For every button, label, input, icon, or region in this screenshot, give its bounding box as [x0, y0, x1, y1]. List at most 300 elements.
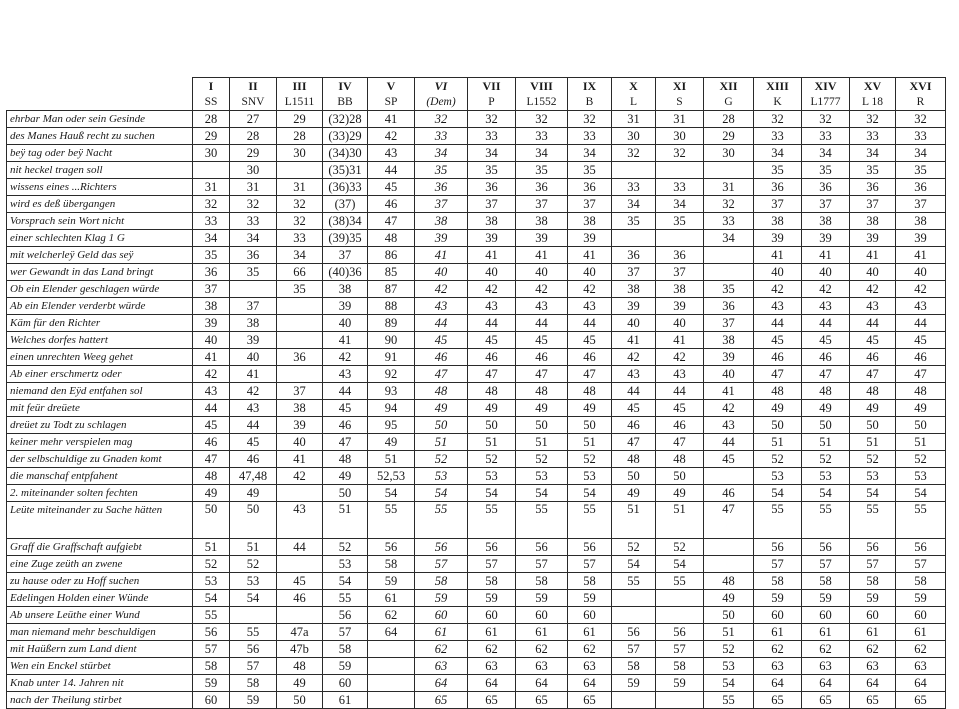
- table-cell: 50: [896, 417, 946, 434]
- table-cell: 35: [277, 281, 323, 298]
- row-label: Knab unter 14. Jahren nit: [7, 675, 193, 692]
- table-cell: 56: [193, 624, 230, 641]
- header-row-numerals: [7, 78, 946, 95]
- row-label: Wen ein Enckel stürbet: [7, 658, 193, 675]
- table-cell: 40: [850, 264, 896, 281]
- concordance-sheet: [6, 77, 946, 709]
- table-cell: 39: [516, 230, 568, 247]
- table-row: [7, 128, 946, 145]
- column-numeral: XIV: [802, 78, 850, 95]
- table-cell: 58: [802, 573, 850, 590]
- table-cell: 32: [568, 111, 612, 128]
- table-cell: 38: [656, 281, 704, 298]
- table-cell: 56: [415, 539, 468, 556]
- table-cell: [277, 366, 323, 383]
- table-row: [7, 400, 946, 417]
- table-cell: 37: [850, 196, 896, 213]
- column-numeral: V: [368, 78, 415, 95]
- table-cell: 55: [704, 692, 754, 709]
- table-cell: 53: [802, 468, 850, 485]
- table-cell: [656, 162, 704, 179]
- table-cell: 45: [323, 400, 368, 417]
- table-cell: 65: [568, 692, 612, 709]
- table-cell: 50: [704, 607, 754, 624]
- table-cell: [277, 162, 323, 179]
- table-cell: 88: [368, 298, 415, 315]
- table-cell: 32: [516, 111, 568, 128]
- table-cell: 53: [468, 468, 516, 485]
- table-cell: 52: [612, 539, 656, 556]
- table-cell: 43: [802, 298, 850, 315]
- table-cell: 33: [277, 230, 323, 247]
- table-cell: 43: [516, 298, 568, 315]
- table-cell: 45: [802, 332, 850, 349]
- table-cell: 59: [516, 590, 568, 607]
- table-cell: 65: [802, 692, 850, 709]
- table-cell: 41: [516, 247, 568, 264]
- table-cell: 46: [896, 349, 946, 366]
- table-row: [7, 179, 946, 196]
- table-row: [7, 366, 946, 383]
- row-label: man niemand mehr beschuldigen: [7, 624, 193, 641]
- table-cell: 47,48: [230, 468, 277, 485]
- table-cell: 58: [230, 675, 277, 692]
- table-cell: 32: [656, 145, 704, 162]
- table-cell: 34: [277, 247, 323, 264]
- row-label: 2. miteinander solten fechten: [7, 485, 193, 502]
- table-cell: 51: [896, 434, 946, 451]
- table-cell: 36: [516, 179, 568, 196]
- table-cell: 51: [468, 434, 516, 451]
- table-cell: 46: [850, 349, 896, 366]
- table-cell: 51: [612, 502, 656, 539]
- table-cell: 34: [704, 230, 754, 247]
- table-cell: 38: [516, 213, 568, 230]
- table-cell: 36: [754, 179, 802, 196]
- table-cell: 44: [656, 383, 704, 400]
- table-cell: [704, 247, 754, 264]
- column-siglum: P: [468, 94, 516, 111]
- table-cell: 52: [230, 556, 277, 573]
- table-cell: [612, 590, 656, 607]
- table-cell: 47: [568, 366, 612, 383]
- table-cell: (33)29: [323, 128, 368, 145]
- table-cell: 41: [368, 111, 415, 128]
- table-cell: 39: [193, 315, 230, 332]
- table-cell: 56: [850, 539, 896, 556]
- column-numeral: III: [277, 78, 323, 95]
- row-label: mit feür dreüete: [7, 400, 193, 417]
- table-cell: 29: [193, 128, 230, 145]
- row-label: Ab einer erschmertz oder: [7, 366, 193, 383]
- table-cell: [368, 692, 415, 709]
- table-cell: 53: [754, 468, 802, 485]
- table-cell: 54: [612, 556, 656, 573]
- table-row: [7, 264, 946, 281]
- table-cell: 50: [850, 417, 896, 434]
- table-cell: 38: [896, 213, 946, 230]
- table-cell: 50: [516, 417, 568, 434]
- table-cell: 58: [612, 658, 656, 675]
- table-cell: 55: [802, 502, 850, 539]
- table-cell: 45: [612, 400, 656, 417]
- table-cell: 44: [896, 315, 946, 332]
- table-cell: (34)30: [323, 145, 368, 162]
- table-cell: 36: [656, 247, 704, 264]
- table-cell: 32: [850, 111, 896, 128]
- column-siglum: S: [656, 94, 704, 111]
- table-cell: (36)33: [323, 179, 368, 196]
- table-cell: 39: [754, 230, 802, 247]
- table-cell: 63: [568, 658, 612, 675]
- table-cell: 37: [704, 315, 754, 332]
- table-cell: [704, 539, 754, 556]
- column-siglum: (Dem): [415, 94, 468, 111]
- table-cell: 40: [323, 315, 368, 332]
- table-cell: 34: [415, 145, 468, 162]
- table-cell: 45: [468, 332, 516, 349]
- table-cell: 39: [704, 349, 754, 366]
- table-cell: 38: [277, 400, 323, 417]
- table-cell: 56: [568, 539, 612, 556]
- table-cell: 48: [802, 383, 850, 400]
- table-cell: 36: [568, 179, 612, 196]
- table-cell: 56: [516, 539, 568, 556]
- table-cell: 54: [323, 573, 368, 590]
- table-cell: 50: [415, 417, 468, 434]
- table-body: [7, 111, 946, 709]
- table-header: [7, 78, 946, 111]
- table-cell: 64: [415, 675, 468, 692]
- table-cell: 54: [368, 485, 415, 502]
- table-cell: 37: [415, 196, 468, 213]
- table-cell: 29: [277, 111, 323, 128]
- table-cell: 64: [802, 675, 850, 692]
- table-cell: 51: [754, 434, 802, 451]
- table-cell: 45: [754, 332, 802, 349]
- table-cell: 93: [368, 383, 415, 400]
- table-cell: 50: [230, 502, 277, 539]
- table-cell: 35: [468, 162, 516, 179]
- table-cell: 55: [656, 573, 704, 590]
- table-cell: 48: [415, 383, 468, 400]
- table-cell: 35: [850, 162, 896, 179]
- table-cell: 42: [656, 349, 704, 366]
- table-cell: (35)31: [323, 162, 368, 179]
- table-cell: 57: [850, 556, 896, 573]
- table-cell: 55: [468, 502, 516, 539]
- column-siglum: SP: [368, 94, 415, 111]
- table-cell: 95: [368, 417, 415, 434]
- table-cell: 64: [754, 675, 802, 692]
- table-cell: 53: [704, 658, 754, 675]
- table-cell: 51: [656, 502, 704, 539]
- table-cell: 45: [656, 400, 704, 417]
- table-cell: (37): [323, 196, 368, 213]
- table-cell: 42: [754, 281, 802, 298]
- table-cell: 57: [415, 556, 468, 573]
- table-cell: 49: [850, 400, 896, 417]
- table-row: [7, 196, 946, 213]
- table-cell: 52: [415, 451, 468, 468]
- table-cell: 50: [568, 417, 612, 434]
- table-cell: 47: [896, 366, 946, 383]
- table-cell: 47: [612, 434, 656, 451]
- header-corner: [7, 78, 193, 95]
- table-cell: 47: [802, 366, 850, 383]
- table-cell: 40: [468, 264, 516, 281]
- table-cell: 50: [277, 692, 323, 709]
- table-cell: 61: [802, 624, 850, 641]
- table-cell: 57: [193, 641, 230, 658]
- table-cell: 35: [704, 281, 754, 298]
- table-cell: 48: [368, 230, 415, 247]
- table-cell: [656, 607, 704, 624]
- table-cell: 34: [568, 145, 612, 162]
- table-cell: [277, 332, 323, 349]
- table-cell: 46: [323, 417, 368, 434]
- table-cell: 59: [896, 590, 946, 607]
- table-row: [7, 451, 946, 468]
- table-cell: 37: [468, 196, 516, 213]
- table-cell: 56: [230, 641, 277, 658]
- table-cell: 40: [656, 315, 704, 332]
- table-cell: 62: [368, 607, 415, 624]
- table-cell: 62: [896, 641, 946, 658]
- table-cell: 59: [568, 590, 612, 607]
- table-cell: 49: [612, 485, 656, 502]
- table-cell: [612, 607, 656, 624]
- table-cell: 61: [850, 624, 896, 641]
- table-cell: 52: [704, 641, 754, 658]
- table-cell: 46: [754, 349, 802, 366]
- table-cell: 49: [704, 590, 754, 607]
- table-cell: [704, 264, 754, 281]
- table-cell: 63: [516, 658, 568, 675]
- table-cell: [704, 162, 754, 179]
- header-corner: [7, 94, 193, 111]
- table-cell: 49: [568, 400, 612, 417]
- table-cell: 48: [704, 573, 754, 590]
- table-cell: 37: [230, 298, 277, 315]
- table-cell: 40: [193, 332, 230, 349]
- table-cell: 61: [368, 590, 415, 607]
- table-cell: 34: [193, 230, 230, 247]
- table-cell: 65: [415, 692, 468, 709]
- table-cell: 53: [516, 468, 568, 485]
- table-cell: 39: [896, 230, 946, 247]
- table-cell: 30: [230, 162, 277, 179]
- table-row: [7, 349, 946, 366]
- column-siglum: G: [704, 94, 754, 111]
- table-cell: 89: [368, 315, 415, 332]
- table-cell: 54: [704, 675, 754, 692]
- column-numeral: XI: [656, 78, 704, 95]
- table-cell: 54: [754, 485, 802, 502]
- column-numeral: X: [612, 78, 656, 95]
- table-cell: 34: [230, 230, 277, 247]
- table-cell: 40: [516, 264, 568, 281]
- table-row: [7, 675, 946, 692]
- table-cell: 42: [415, 281, 468, 298]
- table-cell: [612, 692, 656, 709]
- table-cell: 60: [193, 692, 230, 709]
- table-cell: 41: [568, 247, 612, 264]
- column-numeral: XVI: [896, 78, 946, 95]
- table-cell: 40: [415, 264, 468, 281]
- table-cell: 44: [704, 434, 754, 451]
- row-label: beÿ tag oder beÿ Nacht: [7, 145, 193, 162]
- row-label: Vorsprach sein Wort nicht: [7, 213, 193, 230]
- table-cell: 45: [415, 332, 468, 349]
- table-cell: 38: [612, 281, 656, 298]
- table-cell: 54: [230, 590, 277, 607]
- table-cell: 42: [896, 281, 946, 298]
- table-cell: 35: [802, 162, 850, 179]
- table-cell: 62: [468, 641, 516, 658]
- table-cell: 31: [193, 179, 230, 196]
- table-cell: 92: [368, 366, 415, 383]
- table-cell: 57: [612, 641, 656, 658]
- table-cell: 61: [516, 624, 568, 641]
- table-cell: 38: [754, 213, 802, 230]
- table-cell: 59: [230, 692, 277, 709]
- table-cell: 32: [896, 111, 946, 128]
- table-cell: 32: [754, 111, 802, 128]
- table-cell: 60: [568, 607, 612, 624]
- table-row: [7, 502, 946, 539]
- table-cell: 35: [415, 162, 468, 179]
- table-cell: 61: [415, 624, 468, 641]
- table-cell: 64: [516, 675, 568, 692]
- table-cell: 57: [230, 658, 277, 675]
- table-cell: 60: [850, 607, 896, 624]
- table-cell: 51: [323, 502, 368, 539]
- column-siglum: BB: [323, 94, 368, 111]
- table-cell: 62: [802, 641, 850, 658]
- table-cell: 43: [368, 145, 415, 162]
- table-cell: 45: [896, 332, 946, 349]
- table-cell: [368, 641, 415, 658]
- table-cell: 34: [656, 196, 704, 213]
- table-cell: 56: [323, 607, 368, 624]
- table-cell: [656, 692, 704, 709]
- table-cell: 55: [568, 502, 612, 539]
- table-cell: 46: [277, 590, 323, 607]
- table-cell: 56: [368, 539, 415, 556]
- row-label: mit welcherleÿ Geld das seÿ: [7, 247, 193, 264]
- table-cell: 35: [896, 162, 946, 179]
- table-cell: 45: [568, 332, 612, 349]
- table-cell: 40: [277, 434, 323, 451]
- table-cell: 35: [612, 213, 656, 230]
- table-cell: 44: [802, 315, 850, 332]
- table-cell: 48: [277, 658, 323, 675]
- table-cell: 43: [277, 502, 323, 539]
- table-cell: 66: [277, 264, 323, 281]
- row-label: Welches dorfes hattert: [7, 332, 193, 349]
- table-cell: 28: [704, 111, 754, 128]
- table-cell: 54: [516, 485, 568, 502]
- table-cell: 46: [802, 349, 850, 366]
- table-cell: 46: [704, 485, 754, 502]
- table-cell: 32: [277, 213, 323, 230]
- table-row: [7, 145, 946, 162]
- table-cell: 91: [368, 349, 415, 366]
- table-cell: 41: [802, 247, 850, 264]
- table-cell: 37: [802, 196, 850, 213]
- table-cell: 39: [277, 417, 323, 434]
- table-cell: 46: [612, 417, 656, 434]
- row-label: niemand den Eÿd entfahen sol: [7, 383, 193, 400]
- table-cell: 41: [468, 247, 516, 264]
- table-row: [7, 213, 946, 230]
- table-cell: 47: [468, 366, 516, 383]
- table-cell: 43: [656, 366, 704, 383]
- table-cell: [230, 607, 277, 624]
- column-siglum: R: [896, 94, 946, 111]
- table-cell: 30: [704, 145, 754, 162]
- table-cell: 61: [896, 624, 946, 641]
- table-cell: 63: [415, 658, 468, 675]
- table-cell: 36: [415, 179, 468, 196]
- table-cell: 50: [468, 417, 516, 434]
- table-cell: [656, 590, 704, 607]
- table-cell: 53: [568, 468, 612, 485]
- table-cell: 47: [368, 213, 415, 230]
- table-cell: 51: [568, 434, 612, 451]
- column-numeral: VI: [415, 78, 468, 95]
- table-cell: 33: [230, 213, 277, 230]
- table-cell: 65: [896, 692, 946, 709]
- table-cell: 36: [612, 247, 656, 264]
- table-cell: 44: [323, 383, 368, 400]
- table-cell: 57: [323, 624, 368, 641]
- table-cell: (40)36: [323, 264, 368, 281]
- table-cell: 49: [277, 675, 323, 692]
- table-cell: 62: [568, 641, 612, 658]
- table-cell: 59: [468, 590, 516, 607]
- table-cell: 32: [277, 196, 323, 213]
- table-cell: 53: [415, 468, 468, 485]
- table-cell: 55: [612, 573, 656, 590]
- column-numeral: IX: [568, 78, 612, 95]
- table-cell: 28: [277, 128, 323, 145]
- table-cell: 49: [754, 400, 802, 417]
- table-cell: 53: [193, 573, 230, 590]
- table-cell: 51: [704, 624, 754, 641]
- table-cell: 87: [368, 281, 415, 298]
- table-cell: 46: [230, 451, 277, 468]
- table-cell: 48: [468, 383, 516, 400]
- table-cell: 43: [896, 298, 946, 315]
- table-row: [7, 641, 946, 658]
- table-row: [7, 315, 946, 332]
- table-cell: 33: [754, 128, 802, 145]
- table-cell: 35: [754, 162, 802, 179]
- table-row: [7, 692, 946, 709]
- table-cell: 38: [323, 281, 368, 298]
- table-cell: 41: [656, 332, 704, 349]
- table-cell: [277, 485, 323, 502]
- table-cell: 60: [754, 607, 802, 624]
- column-siglum: L: [612, 94, 656, 111]
- table-cell: 47: [415, 366, 468, 383]
- table-cell: 49: [802, 400, 850, 417]
- table-row: [7, 162, 946, 179]
- table-cell: 40: [754, 264, 802, 281]
- table-cell: 36: [802, 179, 850, 196]
